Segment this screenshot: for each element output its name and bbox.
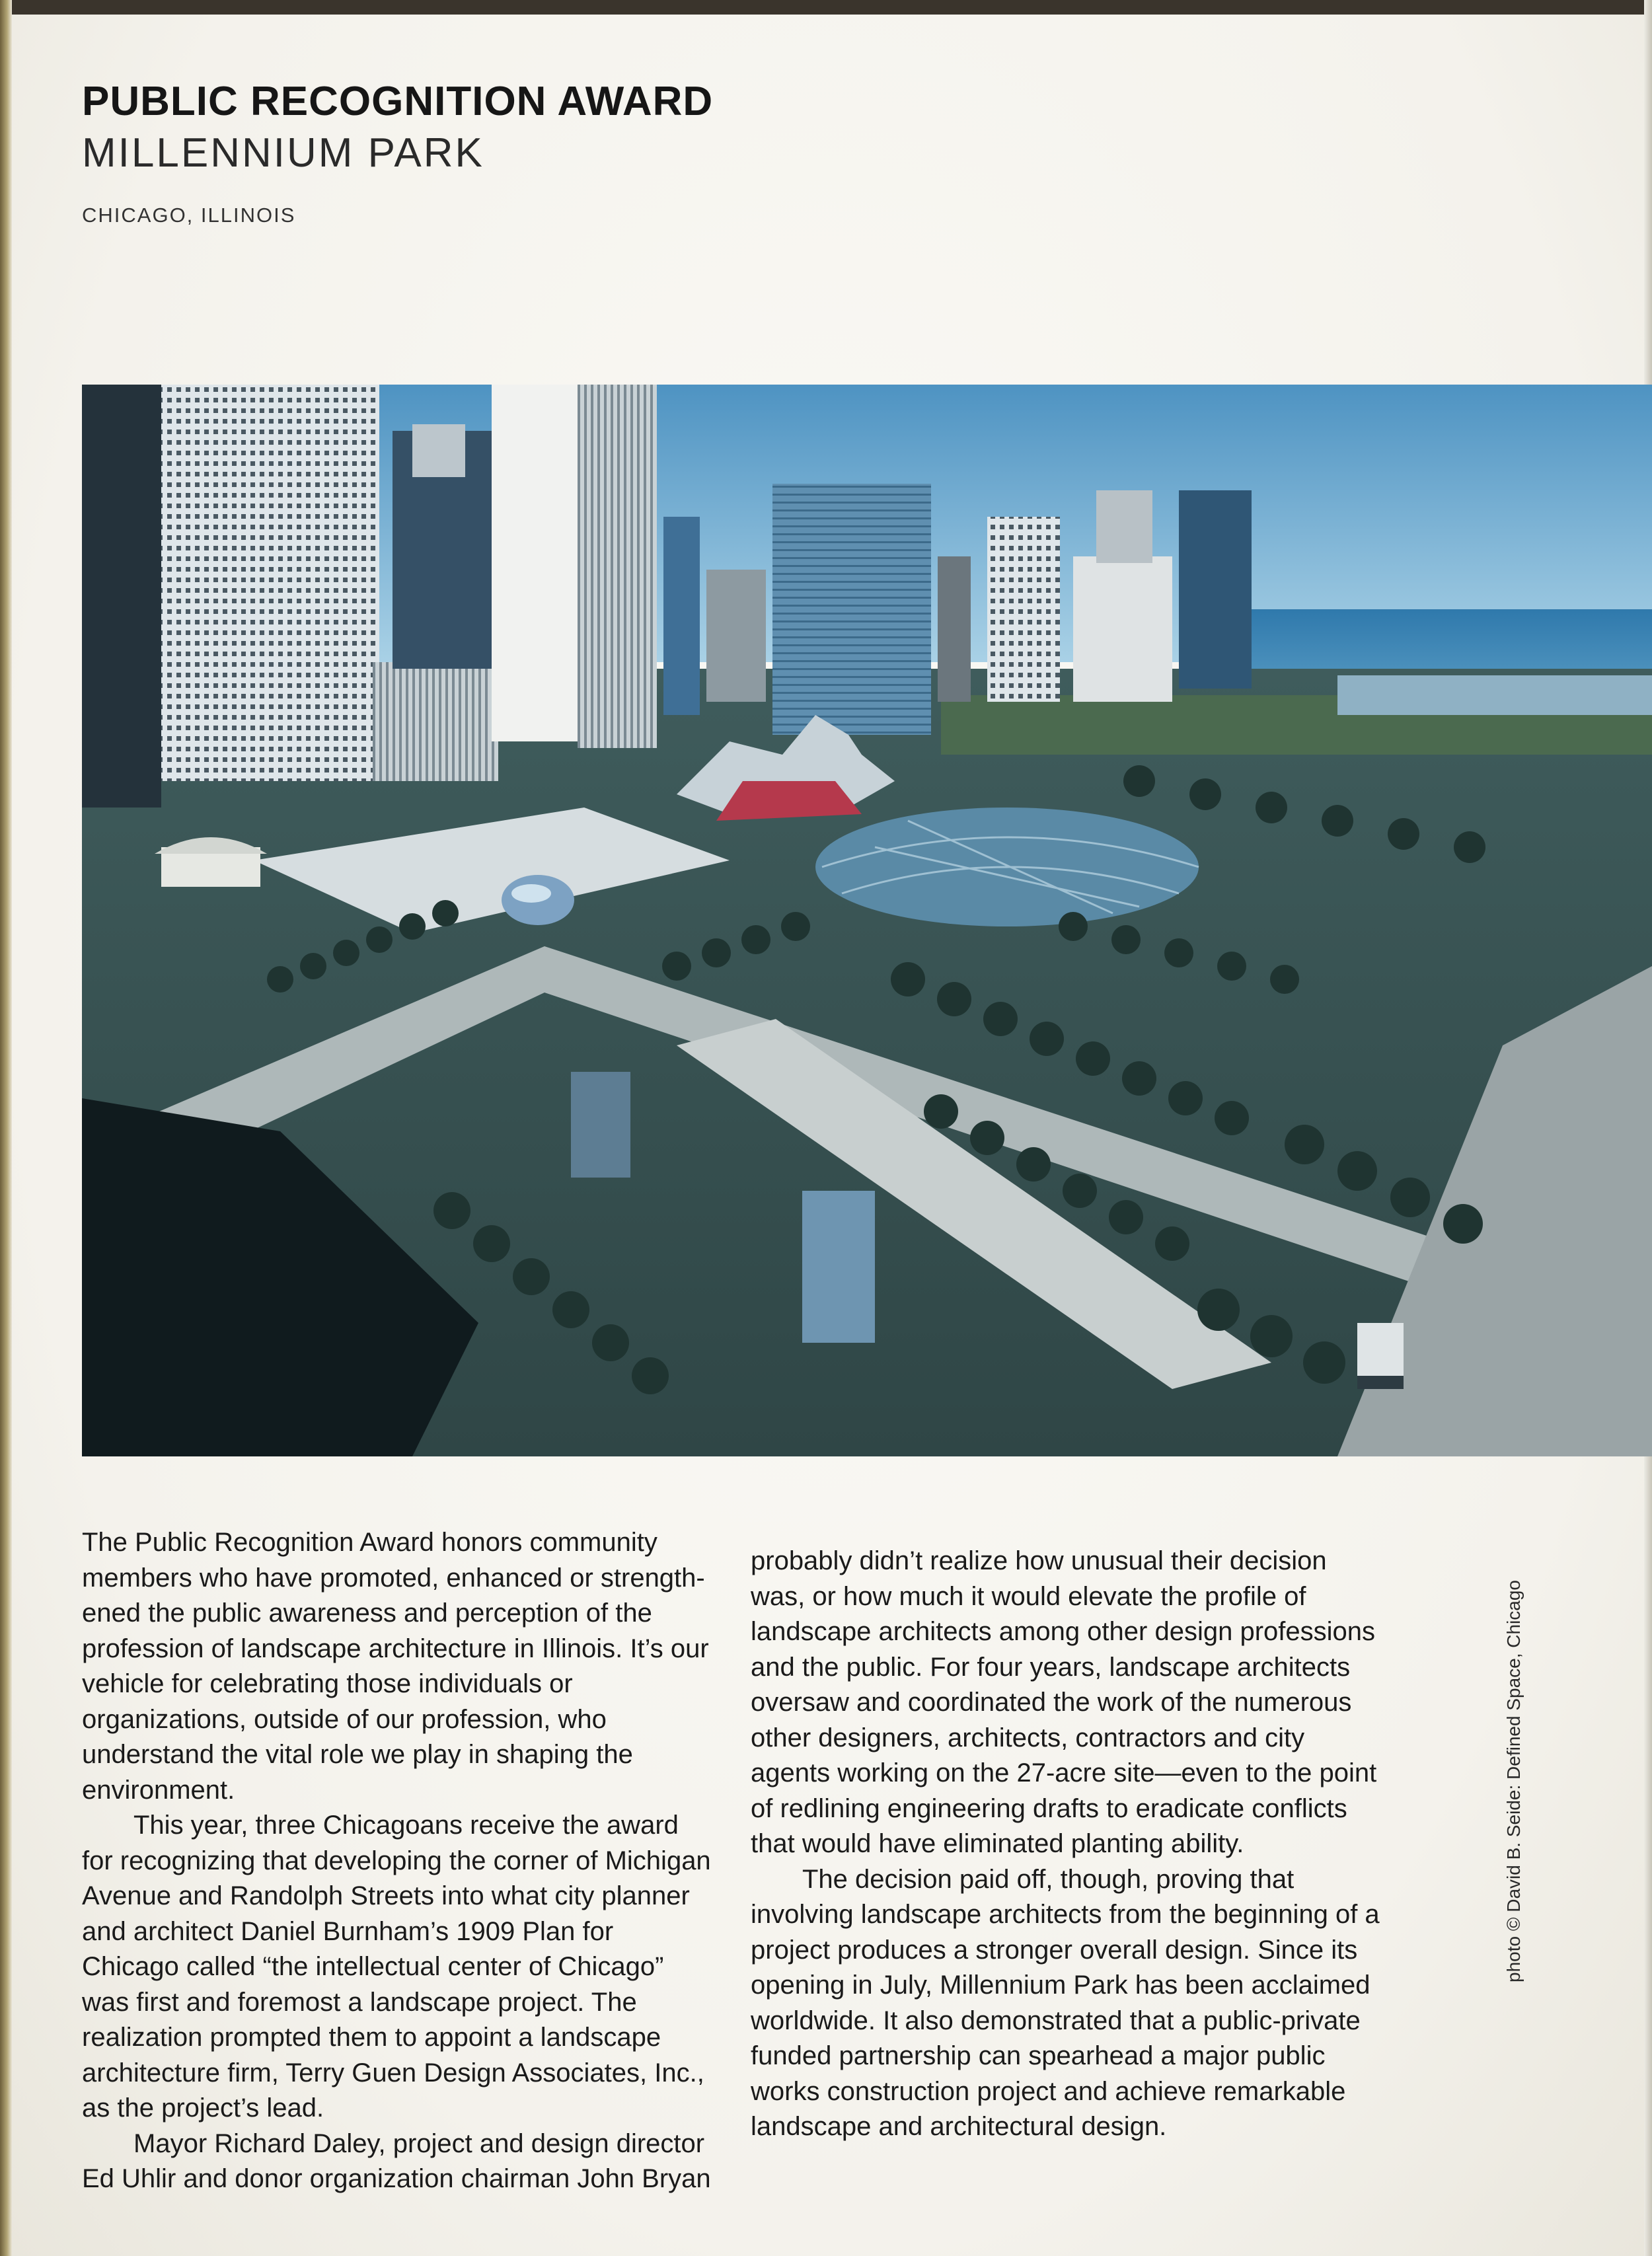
page-title: MILLENNIUM PARK bbox=[82, 130, 484, 176]
article-column-right bbox=[751, 1544, 1385, 2145]
photo-credit bbox=[1500, 1546, 1528, 1982]
article-paragraph: The Public Recognition Award honors community members who have promoted, enhanced or strength-ened the public awareness and perception of the profession of landscape architecture in Illinois. It’s our vehicle for celebrating those individuals or organizations, outside of our profession, who understand the vital role we play in shaping the environment. bbox=[82, 1528, 709, 1805]
page-left-edge bbox=[0, 0, 12, 2256]
aerial-park-photo bbox=[82, 385, 1652, 1456]
article-paragraph: probably didn’t realize how unusual their decision was, or how much it would elevate the profile of landscape architects among other design professions and the public. For four years, landscape architects oversaw and coordinated the work of the numerous other designers, architects, contractors and city agents working on the 27-acre site—even to the point of redlining engineering drafts to eradicate conflicts that would have eliminated planting ability. bbox=[751, 1546, 1377, 1858]
article-paragraph: This year, three Chicagoans receive the award for recognizing that developing the corner of Michigan Avenue and Randolph Streets into what city planner and architect Daniel Burnham’s 1909 Plan for Chicago called “the intellectual center of Chicago” was first and foremost a landscape project. The realization prompted them to appoint a landscape architecture firm, Terry Guen Design Associates, Inc., as the project’s lead. bbox=[82, 1811, 711, 2123]
location-label: CHICAGO, ILLINOIS bbox=[82, 204, 296, 227]
article-paragraph: The decision paid off, though, proving that involving landscape architects from the beginning of a project produces a stronger overall design. Since its opening in July, Millennium Park has been acclaimed worldwide. It also demonstrated that a public-private funded partnership can spearhead a major public works construction project and achieve remarkable landscape and architectural design. bbox=[751, 1864, 1380, 2141]
photo-credit-text: photo © David B. Seide: Defined Space, Chicago bbox=[1503, 1580, 1524, 1982]
photo-frame-edge bbox=[0, 0, 1652, 15]
award-heading: PUBLIC RECOGNITION AWARD bbox=[82, 79, 714, 124]
article-paragraph: Mayor Richard Daley, project and design director Ed Uhlir and donor organization chairman John Bryan bbox=[82, 2128, 711, 2193]
article-column-left bbox=[82, 1525, 716, 2197]
